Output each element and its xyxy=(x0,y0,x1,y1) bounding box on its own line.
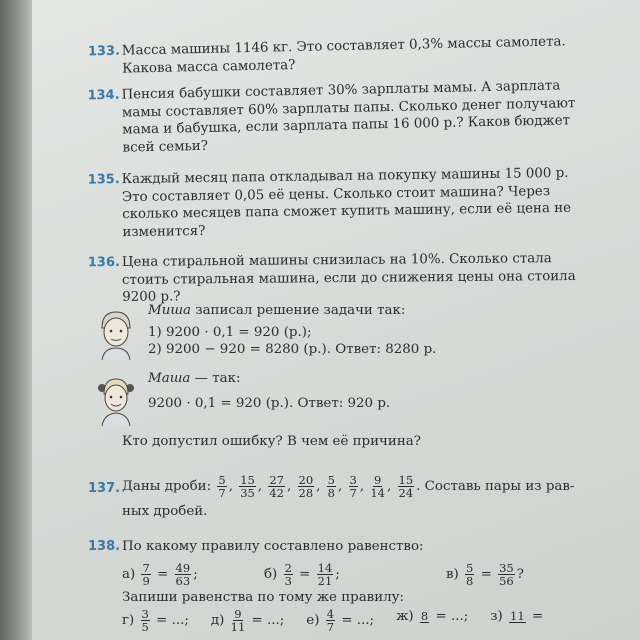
denominator: 56 xyxy=(499,573,514,588)
denominator: 7 xyxy=(349,486,357,500)
masha-name: Маша xyxy=(148,371,191,386)
text-line: Масса машины 1146 кг. Это составляет 0,3% массы самолета. xyxy=(121,34,566,59)
fraction xyxy=(239,474,256,499)
problem-135 xyxy=(88,164,599,241)
misha-solution xyxy=(148,302,588,359)
numerator: 27 xyxy=(269,473,284,487)
denominator: 11 xyxy=(230,620,246,634)
numerator: 14 xyxy=(317,560,333,575)
numerator: 5 xyxy=(327,473,335,487)
text-line: По какому правилу составлено равенство: xyxy=(122,539,424,554)
denominator: 42 xyxy=(269,486,284,500)
numerator: 35 xyxy=(499,560,514,575)
fraction xyxy=(217,474,226,499)
example-label: б) xyxy=(264,566,278,582)
numerator: 5 xyxy=(466,560,474,575)
punct: ; xyxy=(193,566,198,582)
numerator: 15 xyxy=(240,473,255,487)
example-equation: а) $\frac{7}{9}$ = $\frac{49}{63}$ ; xyxy=(122,560,198,588)
fraction xyxy=(465,562,474,587)
solution-step: 9200 · 0,1 = 920 (р.). Ответ: 920 р. xyxy=(148,395,391,411)
fraction xyxy=(398,474,415,499)
numerator: 9 xyxy=(234,607,242,621)
example-label: а) xyxy=(122,566,136,582)
task-rest: = ...; xyxy=(156,613,189,628)
task-rest: = xyxy=(531,609,544,624)
text-line: мама и бабушка, если зарплата папы 16 000 р.? Каков бюджет xyxy=(122,113,571,138)
numerator: 2 xyxy=(284,560,292,575)
text-line: Какова масса самолета? xyxy=(122,57,296,77)
denominator: 24 xyxy=(398,486,414,500)
problem-number: 133. xyxy=(87,43,121,60)
example-equation: б) $\frac{2}{3}$ = $\frac{14}{21}$ ; xyxy=(264,560,340,588)
numerator: 11 xyxy=(510,609,525,623)
task-label: з) xyxy=(490,609,503,624)
numerator: 8 xyxy=(420,609,429,623)
task-rest: = ...; xyxy=(341,613,375,628)
task-equation xyxy=(490,608,543,633)
numerator: 7 xyxy=(142,560,150,575)
task-equation xyxy=(122,608,189,633)
task-label: е) xyxy=(306,613,320,628)
denominator: 7 xyxy=(218,486,226,500)
punct: ? xyxy=(516,566,524,582)
fraction xyxy=(317,562,334,587)
denominator: 8 xyxy=(327,486,335,500)
misha-name: Миша xyxy=(148,303,192,318)
misha-intro-text: записал решение задачи так: xyxy=(191,303,406,318)
problem-number: 134. xyxy=(87,87,120,104)
fraction xyxy=(349,474,358,499)
misha-intro xyxy=(148,302,588,320)
text-line: всей семьи? xyxy=(122,138,209,156)
denominator: 5 xyxy=(141,620,149,634)
numerator: 20 xyxy=(298,473,314,487)
examples-row xyxy=(122,562,598,587)
task-equation xyxy=(396,608,468,633)
fraction xyxy=(298,474,315,499)
text-line: Пенсия бабушки составляет 30% зарплаты мамы. А зарплата xyxy=(121,78,561,103)
problem-number: 137. xyxy=(88,481,121,496)
numerator: 3 xyxy=(349,473,357,487)
numerator: 9 xyxy=(374,473,382,487)
text-line: Цена стиральной машины снизилась на 10%. Сколько стала xyxy=(121,251,552,270)
tail-text: . Составь пары из рав- xyxy=(416,479,575,494)
denominator: 3 xyxy=(284,573,292,588)
problem-number: 136. xyxy=(87,254,120,271)
masha-intro-text: — так: xyxy=(190,371,241,386)
problem-134 xyxy=(87,77,598,158)
numerator: 4 xyxy=(326,607,335,621)
fraction xyxy=(175,562,192,587)
punct: ; xyxy=(335,566,340,582)
fraction xyxy=(268,474,285,499)
fraction xyxy=(284,562,293,587)
solution-step: 1) 9200 · 0,1 = 920 (р.); xyxy=(148,324,312,340)
problem-138 xyxy=(88,538,598,633)
denominator: 21 xyxy=(317,573,333,588)
task-equation xyxy=(211,608,284,633)
numerator: 5 xyxy=(218,473,226,487)
numerator: 49 xyxy=(175,560,191,575)
task-rest: = ...; xyxy=(435,609,469,624)
text-line: Каждый месяц папа откладывал на покупку машины 15 000 р. xyxy=(121,165,569,188)
text-line: стоить стиральная машина, если до снижения цены она стоила xyxy=(121,268,576,288)
lead-text: Даны дроби: xyxy=(122,479,212,494)
fraction xyxy=(326,608,335,633)
fraction xyxy=(509,610,526,623)
denominator: 7 xyxy=(326,620,335,634)
tasks-row xyxy=(122,608,598,633)
girl-illustration-icon xyxy=(96,374,136,426)
fraction xyxy=(141,608,150,633)
denominator: 14 xyxy=(370,486,385,500)
problem-number: 135. xyxy=(87,172,120,188)
text-line: сколько месяцев папа сможет купить машину, если её цена не xyxy=(122,200,572,223)
text-line: мамы составляет 60% зарплаты папы. Сколько денег получают xyxy=(121,95,576,121)
solution-step: 2) 9200 − 920 = 8280 (р.). Ответ: 8280 р. xyxy=(148,342,437,357)
text-line: Это составляет 0,05 её цены. Сколько стоит машина? Через xyxy=(121,183,551,205)
problem-number: 138. xyxy=(88,539,121,554)
boy-illustration-icon xyxy=(96,308,136,360)
denominator: 8 xyxy=(466,573,474,588)
numerator: 15 xyxy=(398,473,414,487)
denominator: 35 xyxy=(240,486,255,500)
text-line: ных дробей. xyxy=(122,504,208,519)
denominator: 63 xyxy=(175,573,191,588)
problem-137 xyxy=(88,474,598,521)
task-rest: = ...; xyxy=(251,613,285,628)
fraction xyxy=(420,610,429,623)
masha-intro xyxy=(148,370,588,388)
fraction xyxy=(141,562,150,587)
fraction xyxy=(231,608,246,633)
masha-solution xyxy=(148,370,588,412)
problem-136-question: Кто допустил ошибку? В чем её причина? xyxy=(122,434,421,449)
denominator: 9 xyxy=(142,573,150,588)
problem-136 xyxy=(88,250,598,307)
text-line: изменится? xyxy=(122,223,206,240)
book-binding xyxy=(0,0,32,640)
denominator: 28 xyxy=(298,486,314,500)
numerator: 3 xyxy=(141,607,149,621)
text-line: Запиши равенства по тому же правилу: xyxy=(122,589,405,605)
example-equation: в) $\frac{5}{8}$ = $\frac{35}{56}$ ? xyxy=(446,560,524,588)
task-label: г) xyxy=(122,613,135,628)
text-line: 9200 р.? xyxy=(122,289,181,305)
example-label: в) xyxy=(446,566,459,582)
task-equation xyxy=(306,608,374,633)
text-line: Даны дроби: $\frac{5}{7}$ , $\frac{15}{35}$ , $\frac{27}{42}$ , $\frac{20}{28}$ , $\frac{5}{8}$ , $\frac{3}{7}$ , $\frac{9}{14}$ , $\frac{15}{24}$ . Составь пары из рав- xyxy=(122,473,575,500)
task-label: ж) xyxy=(396,609,414,624)
task-label: д) xyxy=(210,613,225,628)
fraction xyxy=(370,474,385,499)
fraction xyxy=(498,562,515,587)
fraction xyxy=(327,474,336,499)
